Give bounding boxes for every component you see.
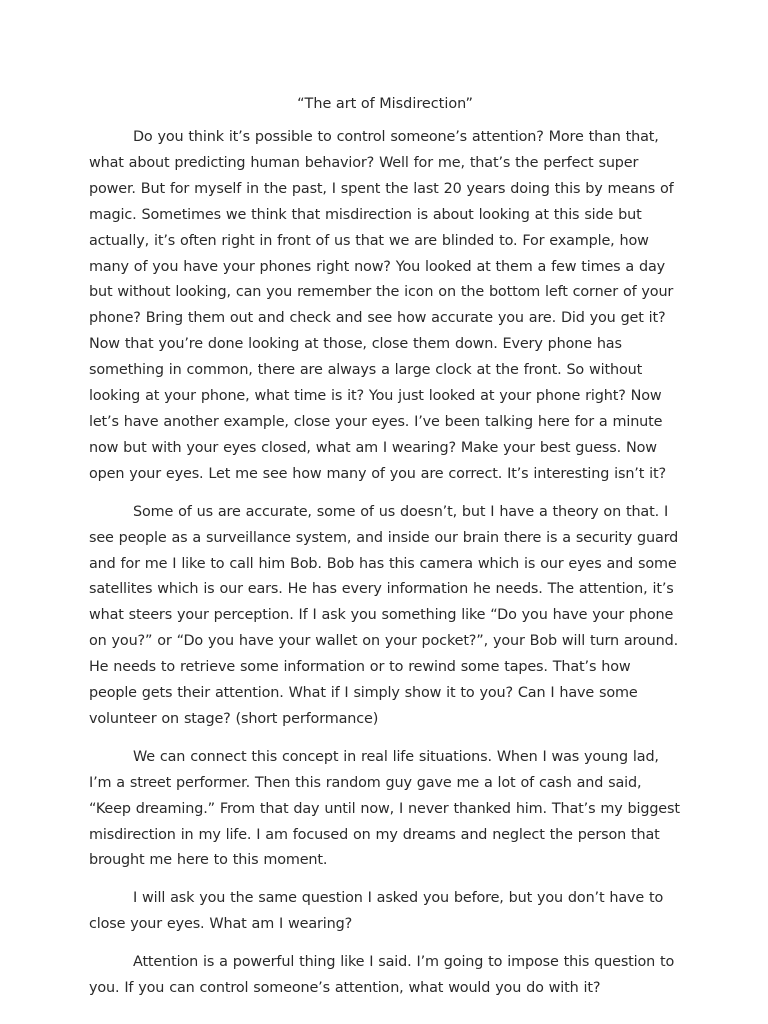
- paragraph-1: Do you think it’s possible to control someone’s attention? More than that, what about predicting human behavior? Well for me, that’s the perfect super power. But for myself in the past, I spent the last 20 years doing this by means of magic. Sometimes we think that misdirection is about looking at this side but actually, it’s often right in front of us that we are blinded to. For example, how many of you have your phones right now? You looked at them a few times a day but without looking, can you remember the icon on the bottom left corner of your phone? Bring them out and check and see how accurate you are. Did you get it? Now that you’re done looking at those, close them down. Every phone has something in common, there are always a large clock at the front. So without looking at your phone, what time is it? You just looked at your phone right? Now let’s have another example, close your eyes. I’ve been talking here for a minute now but with your eyes closed, what am I wearing? Make your best guess. Now open your eyes. Let me see how many of you are correct. It’s interesting isn’t it?: [89, 129, 674, 482]
- paragraph-4: I will ask you the same question I asked you before, but you don’t have to close your eyes. What am I wearing?: [89, 890, 664, 933]
- paragraph-3: We can connect this concept in real life situations. When I was young lad, I’m a street performer. Then this random guy gave me a lot of cash and said, “Keep dreaming.” From that day until now, I never thanked him. That’s my biggest misdirection in my life. I am focused on my dreams and neglect the person that brought me here to this moment.: [89, 748, 680, 869]
- paragraph-5: Attention is a powerful thing like I said. I’m going to impose this question to you. If you can control someone’s attention, what would you do with it?: [89, 954, 675, 997]
- document-title: “The art of Misdirection”: [297, 96, 473, 112]
- paragraph-2: Some of us are accurate, some of us doesn’t, but I have a theory on that. I see people as a surveillance system, and inside our brain there is a security guard and for me I like to call him Bob. Bob has this camera which is our eyes and some satellites which is our ears. He has every information he needs. The attention, it’s what steers your perception. If I ask you something like “Do you have your phone on you?” or “Do you have your wallet on your pocket?”, your Bob will turn around. He needs to retrieve some information or to rewind some tapes. That’s how people gets their attention. What if I simply show it to you? Can I have some volunteer on stage? (short performance): [89, 503, 679, 727]
- document-page: [89, 91, 681, 1014]
